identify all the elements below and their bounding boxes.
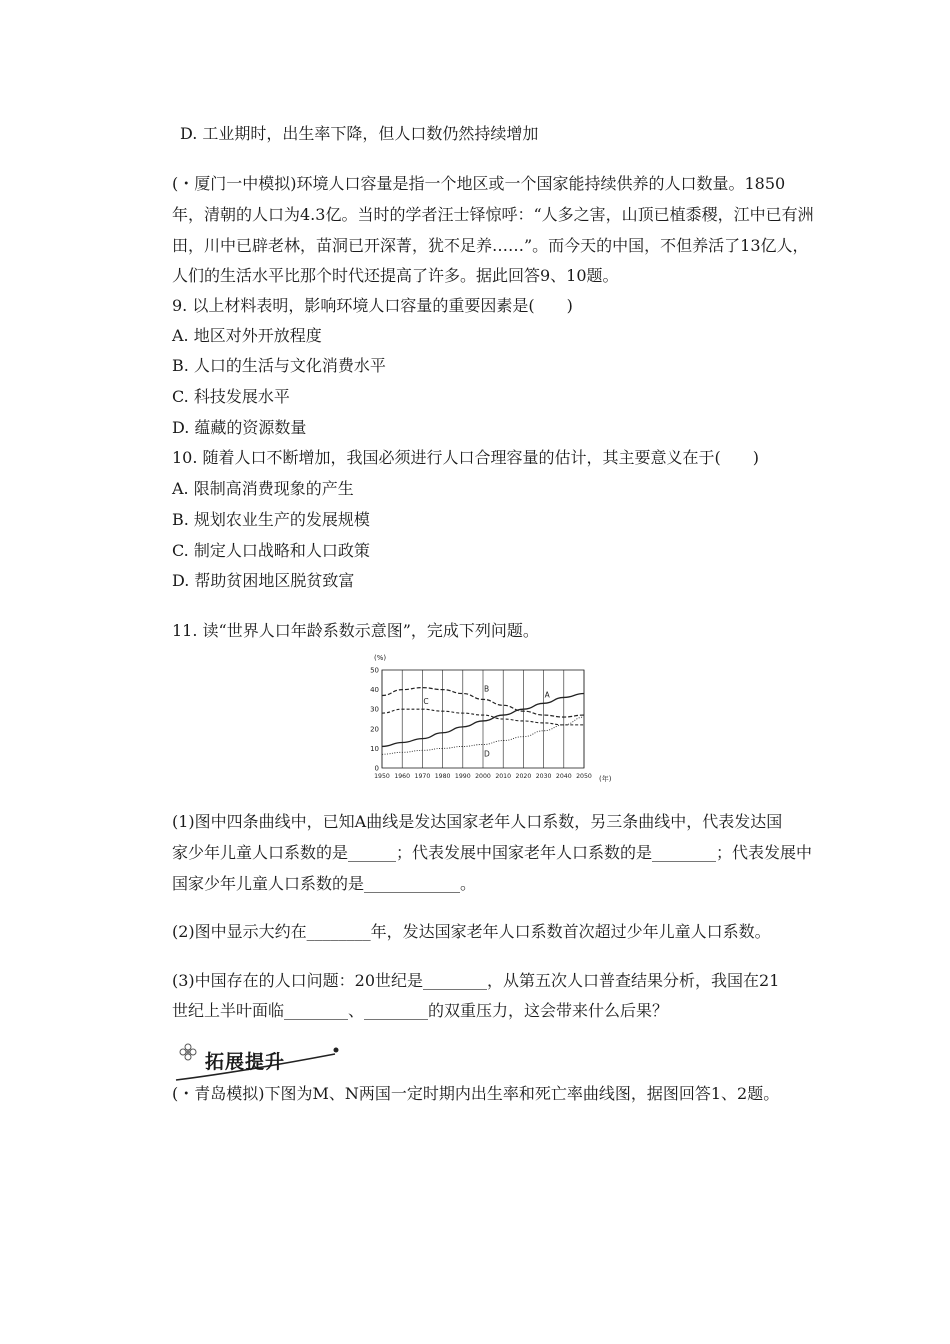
x-tick-label: 2010 [495, 773, 512, 780]
extension-intro: (・青岛模拟)下图为M、N两国一定时期内出生率和死亡率曲线图，据图回答1、2题。 [172, 1084, 780, 1103]
passage-line-4: 人们的生活水平比那个时代还提高了许多。据此回答9、10题。 [172, 266, 619, 285]
passage-line-3: 田，川中已辟老林，苗洞已开深菁，犹不足养……”。而今天的中国，不但养活了13亿人， [172, 236, 809, 255]
x-unit-label: (年) [599, 775, 612, 782]
x-tick-label: 2040 [555, 773, 572, 780]
series-label-a: A [544, 690, 550, 700]
q11-part1-line3: 国家少年儿童人口系数的是____________。 [172, 874, 477, 893]
section-title: 拓展提升 [205, 1051, 286, 1073]
series-label-b: B [484, 684, 490, 694]
q9-option-b: B. 人口的生活与文化消费水平 [172, 356, 386, 375]
question-9: 9. 以上材料表明，影响环境人口容量的重要因素是( ) [172, 296, 573, 315]
y-tick-label: 20 [370, 725, 379, 734]
q10-option-d: D. 帮助贫困地区脱贫致富 [172, 571, 355, 590]
y-tick-label: 40 [370, 686, 379, 695]
y-tick-label: 30 [370, 705, 379, 714]
age-coefficient-chart [362, 652, 612, 782]
q11-part1-line2: 家少年儿童人口系数的是______；代表发展中国家老年人口系数的是________；代表发展中 [172, 843, 813, 862]
x-tick-label: 1980 [434, 773, 451, 780]
x-tick-label: 2050 [576, 773, 592, 780]
series-label-d: D [484, 749, 490, 759]
q9-option-a: A. 地区对外开放程度 [172, 326, 322, 345]
x-tick-label: 1960 [394, 773, 411, 780]
passage-line-2: 年，清朝的人口为4.3亿。当时的学者汪士铎惊呼：“人多之害，山顶已植黍稷，江中已有洲 [172, 205, 814, 224]
q11-part3-line1: (3)中国存在的人口问题：20世纪是________，从第五次人口普查结果分析，我国在21 [172, 971, 780, 990]
x-tick-label: 2030 [535, 773, 552, 780]
y-unit-label: (%) [374, 654, 387, 662]
x-tick-label: 2000 [475, 773, 491, 780]
flower-icon [180, 1044, 196, 1060]
q8-option-d: D. 工业期时，出生率下降，但人口数仍然持续增加 [180, 124, 539, 143]
series-label-c: C [423, 697, 429, 707]
question-10: 10. 随着人口不断增加，我国必须进行人口合理容量的估计，其主要意义在于( ) [172, 448, 760, 467]
q10-option-c: C. 制定人口战略和人口政策 [172, 541, 370, 560]
q9-option-d: D. 蕴藏的资源数量 [172, 418, 307, 437]
q11-part3-line2: 世纪上半叶面临________、________的双重压力，这会带来什么后果？ [172, 1001, 669, 1020]
x-tick-label: 1970 [414, 773, 431, 780]
q10-option-a: A. 限制高消费现象的产生 [172, 479, 354, 498]
q9-option-c: C. 科技发展水平 [172, 387, 290, 406]
x-tick-label: 1950 [374, 773, 390, 780]
y-tick-label: 10 [370, 744, 379, 753]
x-tick-label: 2020 [515, 773, 532, 780]
q11-part1-line1: (1)图中四条曲线中，已知A曲线是发达国家老年人口系数，另三条曲线中，代表发达国 [172, 812, 783, 831]
y-tick-label: 0 [374, 764, 379, 773]
x-tick-label: 1990 [454, 773, 471, 780]
y-tick-label: 50 [370, 666, 379, 675]
passage-line-1: (・厦门一中模拟)环境人口容量是指一个地区或一个国家能持续供养的人口数量。1850 [172, 174, 786, 193]
q10-option-b: B. 规划农业生产的发展规模 [172, 510, 370, 529]
question-11: 11. 读“世界人口年龄系数示意图”，完成下列问题。 [172, 621, 539, 640]
q11-part2: (2)图中显示大约在________年，发达国家老年人口系数首次超过少年儿童人口系数。 [172, 922, 771, 941]
